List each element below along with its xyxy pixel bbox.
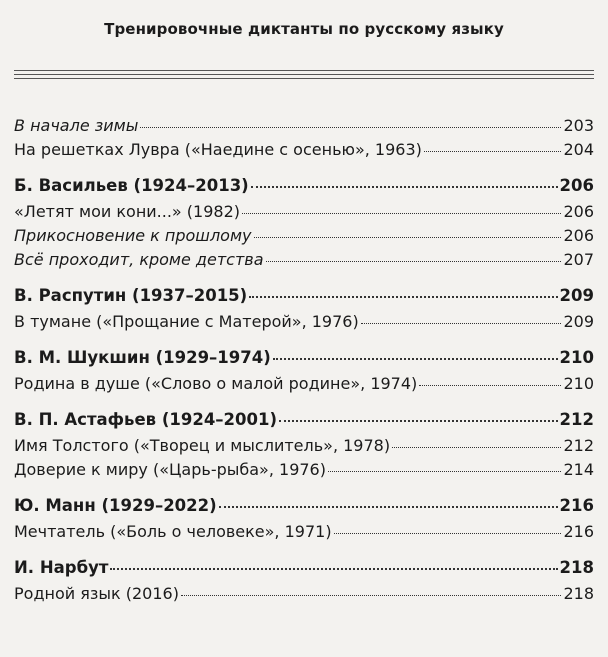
dot-leader bbox=[334, 533, 562, 534]
toc-entry-title: Ю. Манн (1929–2022) bbox=[14, 496, 217, 515]
dot-leader bbox=[140, 127, 561, 128]
toc-author-entry bbox=[14, 406, 594, 434]
dot-leader bbox=[279, 420, 558, 422]
dot-leader bbox=[266, 261, 562, 262]
toc-page-number: 206 bbox=[559, 176, 594, 195]
toc-page-number: 209 bbox=[559, 286, 594, 305]
header-rule bbox=[14, 78, 594, 79]
dot-leader bbox=[254, 237, 562, 238]
toc-author-entry bbox=[14, 172, 594, 200]
dot-leader bbox=[361, 323, 562, 324]
toc-entry-title: Мечтатель («Боль о человеке», 1971) bbox=[14, 522, 332, 541]
toc-item-entry bbox=[14, 200, 594, 224]
toc-author-entry bbox=[14, 282, 594, 310]
toc-entry-title: В начале зимы bbox=[14, 116, 139, 135]
dot-leader bbox=[249, 296, 557, 298]
toc-entry-title: В. П. Астафьев (1924–2001) bbox=[14, 410, 278, 429]
toc-entry-title: И. Нарбут bbox=[14, 558, 109, 577]
toc-page-number: 203 bbox=[563, 116, 594, 135]
toc-entry-title: Б. Васильев (1924–2013) bbox=[14, 176, 249, 195]
dot-leader bbox=[273, 358, 558, 360]
toc-page-number: 210 bbox=[563, 374, 594, 393]
toc-entry-title: Прикосновение к прошлому bbox=[14, 226, 252, 245]
toc-item-entry bbox=[14, 310, 594, 334]
toc-item-entry bbox=[14, 248, 594, 272]
toc-item-entry bbox=[14, 434, 594, 458]
toc-author-entry bbox=[14, 344, 594, 372]
toc-entry-title: Всё проходит, кроме детства bbox=[14, 250, 264, 269]
toc-entry-title: Родина в душе («Слово о малой родине», 1974) bbox=[14, 374, 418, 393]
toc-page-number: 209 bbox=[563, 312, 594, 331]
dot-leader bbox=[419, 385, 561, 386]
toc-page-number: 212 bbox=[559, 410, 594, 429]
toc-author-entry bbox=[14, 554, 594, 582]
toc-page-number: 216 bbox=[559, 496, 594, 515]
toc-item-entry bbox=[14, 114, 594, 138]
section-gap bbox=[14, 544, 594, 554]
toc-item-entry bbox=[14, 138, 594, 162]
dot-leader bbox=[110, 568, 557, 570]
toc-page-number: 214 bbox=[563, 460, 594, 479]
page-header: Тренировочные диктанты по русскому языку bbox=[104, 20, 504, 38]
toc-item-entry bbox=[14, 372, 594, 396]
toc-page-number: 204 bbox=[563, 140, 594, 159]
toc-page-number: 216 bbox=[563, 522, 594, 541]
toc-item-entry bbox=[14, 224, 594, 248]
section-gap bbox=[14, 334, 594, 344]
toc-page-number: 210 bbox=[559, 348, 594, 367]
table-of-contents bbox=[14, 114, 594, 606]
toc-item-entry bbox=[14, 582, 594, 606]
toc-page-number: 206 bbox=[563, 226, 594, 245]
header-rule bbox=[14, 74, 594, 75]
dot-leader bbox=[328, 471, 561, 472]
dot-leader bbox=[181, 595, 562, 596]
toc-page-number: 218 bbox=[559, 558, 594, 577]
toc-page-number: 206 bbox=[563, 202, 594, 221]
toc-item-entry bbox=[14, 458, 594, 482]
toc-entry-title: В. М. Шукшин (1929–1974) bbox=[14, 348, 271, 367]
toc-entry-title: Родной язык (2016) bbox=[14, 584, 179, 603]
section-gap bbox=[14, 162, 594, 172]
toc-page-number: 218 bbox=[563, 584, 594, 603]
toc-author-entry bbox=[14, 492, 594, 520]
toc-entry-title: Доверие к миру («Царь-рыба», 1976) bbox=[14, 460, 326, 479]
toc-entry-title: На решетках Лувра («Наедине с осенью», 1963) bbox=[14, 140, 422, 159]
toc-entry-title: В. Распутин (1937–2015) bbox=[14, 286, 248, 305]
toc-item-entry bbox=[14, 520, 594, 544]
toc-entry-title: Имя Толстого («Творец и мыслитель», 1978) bbox=[14, 436, 391, 455]
dot-leader bbox=[424, 151, 562, 152]
dot-leader bbox=[251, 186, 558, 188]
toc-page-number: 207 bbox=[563, 250, 594, 269]
toc-entry-title: «Летят мои кони...» (1982) bbox=[14, 202, 241, 221]
dot-leader bbox=[392, 447, 561, 448]
dot-leader bbox=[242, 213, 561, 214]
toc-entry-title: В тумане («Прощание с Матерой», 1976) bbox=[14, 312, 359, 331]
dot-leader bbox=[219, 506, 558, 508]
section-gap bbox=[14, 396, 594, 406]
section-gap bbox=[14, 272, 594, 282]
section-gap bbox=[14, 482, 594, 492]
header-rule bbox=[14, 70, 594, 71]
toc-page-number: 212 bbox=[563, 436, 594, 455]
